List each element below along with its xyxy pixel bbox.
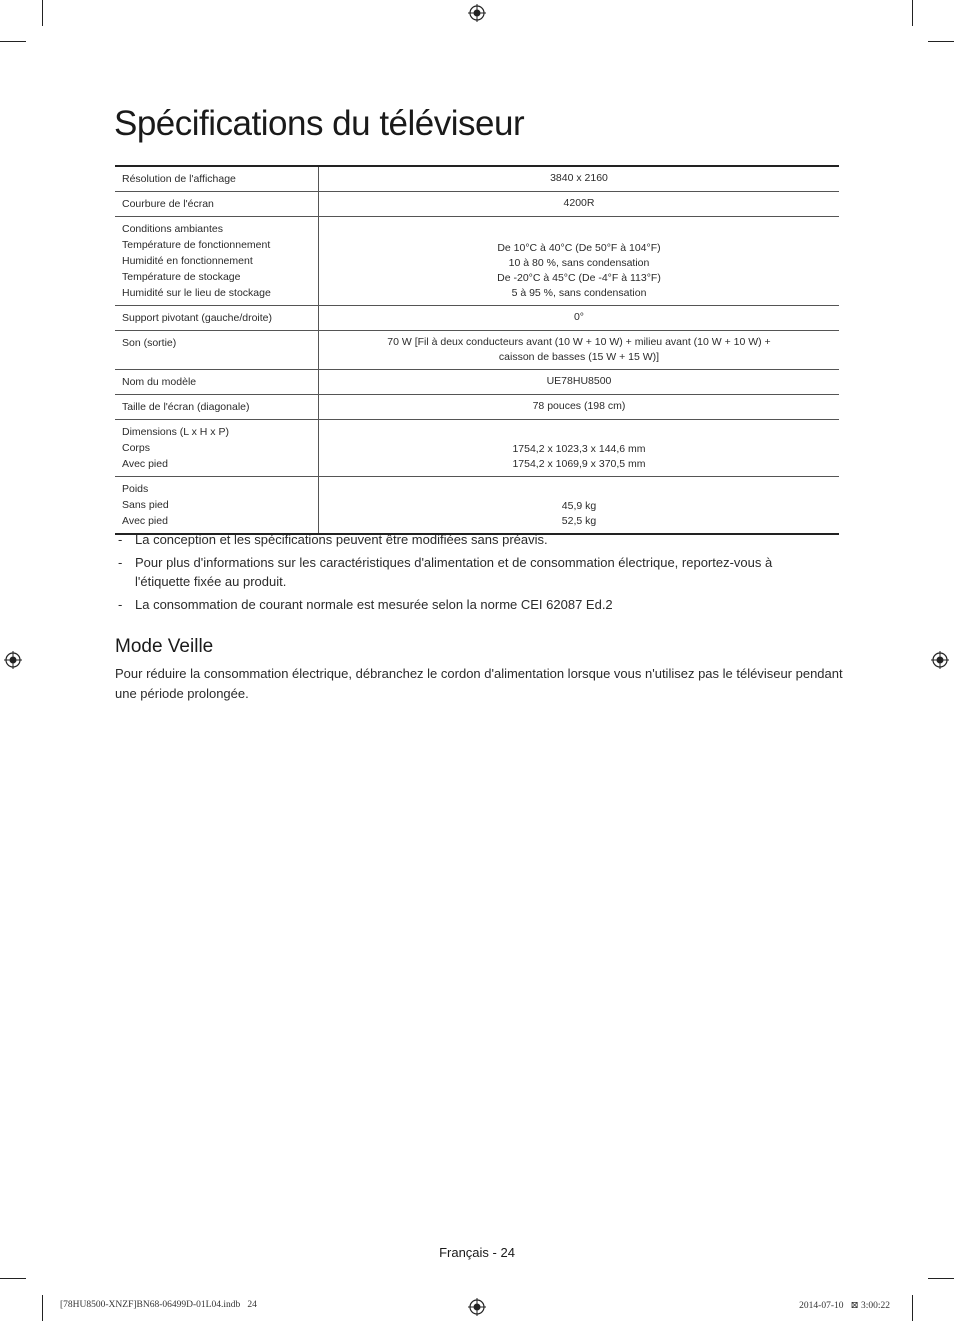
spec-value-cell: [319, 166, 840, 192]
table-row: [115, 306, 839, 331]
crop-mark: [928, 41, 954, 42]
spec-value-cell: [319, 477, 840, 535]
spec-label: Nom du modèle: [122, 376, 197, 388]
list-item: [115, 595, 815, 614]
table-row: [115, 420, 839, 477]
spec-label: Son (sortie): [122, 337, 177, 349]
spec-value-cell: [319, 395, 840, 420]
page-title: Spécifications du téléviseur: [114, 104, 525, 143]
spec-value: 0°: [573, 311, 585, 323]
spec-label: Humidité en fonctionnement: [122, 255, 253, 267]
spec-label-cell: [115, 370, 319, 395]
spec-label: Conditions ambiantes: [122, 223, 223, 235]
spec-label-cell: [115, 420, 319, 477]
note-text: La conception et les spécifications peuvent être modifiées sans préavis.: [135, 532, 548, 547]
bullet-dash: -: [118, 597, 123, 612]
crop-mark: [912, 0, 913, 26]
table-row: [115, 477, 839, 535]
registration-mark-icon: [468, 1298, 486, 1316]
spec-value-cell: [319, 306, 840, 331]
spec-label: Température de fonctionnement: [122, 239, 271, 251]
section-title-mode-veille: Mode Veille: [115, 636, 214, 657]
crop-mark: [0, 41, 26, 42]
spec-value: 5 à 95 %, sans condensation: [511, 287, 647, 299]
file-slug: [78HU8500-XNZF]BN68-06499D-01L04.indb 24: [60, 1300, 257, 1310]
spec-label: Dimensions (L x H x P): [122, 426, 229, 438]
spec-label: Support pivotant (gauche/droite): [122, 312, 273, 324]
spec-label: Taille de l'écran (diagonale): [122, 401, 250, 413]
registration-mark-icon: [4, 651, 22, 669]
table-row: [115, 370, 839, 395]
print-stamp: 2014-07-10 ⊠ 3:00:22: [799, 1301, 890, 1311]
bullet-dash: -: [118, 532, 123, 547]
registration-mark-icon: [468, 4, 486, 22]
spec-value-cell: [319, 217, 840, 306]
spec-label-cell: [115, 192, 319, 217]
spec-value: caisson de basses (15 W + 15 W)]: [498, 351, 660, 363]
spec-value-cell: [319, 420, 840, 477]
spec-value-cell: [319, 370, 840, 395]
spec-value: 45,9 kg: [561, 500, 597, 512]
table-row: [115, 217, 839, 306]
spec-value-cell: [319, 331, 840, 370]
spec-value: 3840 x 2160: [550, 172, 608, 184]
note-text: La consommation de courant normale est mesurée selon la norme CEI 62087 Ed.2: [135, 597, 613, 612]
table-row: [115, 166, 839, 192]
spec-value: UE78HU8500: [546, 375, 612, 387]
crop-mark: [928, 1278, 954, 1279]
spec-label: Humidité sur le lieu de stockage: [122, 287, 271, 299]
crop-mark: [0, 1278, 26, 1279]
page-number: Français - 24: [439, 1245, 515, 1260]
registration-mark-icon: [931, 651, 949, 669]
spec-label: Corps: [122, 442, 151, 454]
list-item: [115, 530, 815, 549]
notes-list: [115, 530, 815, 618]
section-body-mode-veille: Pour réduire la consommation électrique, débranchez le cordon d'alimentation lorsque vous n'utilisez pas le téléviseur pendant une période prolongée.: [115, 666, 843, 701]
spec-value: 4200R: [563, 197, 595, 209]
spec-value: 70 W [Fil à deux conducteurs avant (10 W + 10 W) + milieu avant (10 W + 10 W) +: [387, 336, 771, 348]
spec-label-cell: [115, 166, 319, 192]
spec-label-cell: [115, 217, 319, 306]
table-row: [115, 192, 839, 217]
spec-value: De 10°C à 40°C (De 50°F à 104°F): [497, 242, 661, 254]
spec-label-cell: [115, 306, 319, 331]
spec-value: 10 à 80 %, sans condensation: [508, 257, 650, 269]
spec-value: 52,5 kg: [561, 515, 597, 527]
specifications-table: [115, 165, 839, 535]
spec-label-cell: [115, 331, 319, 370]
spec-label: Poids: [122, 483, 149, 495]
spec-value: 1754,2 x 1069,9 x 370,5 mm: [512, 458, 646, 470]
crop-mark: [42, 0, 43, 26]
crop-mark: [912, 1295, 913, 1321]
table-row: [115, 395, 839, 420]
spec-value-cell: [319, 192, 840, 217]
spec-value: 78 pouces (198 cm): [532, 400, 626, 412]
table-row: [115, 331, 839, 370]
list-item: [115, 553, 815, 591]
spec-label-cell: [115, 477, 319, 535]
bullet-dash: -: [118, 555, 123, 570]
spec-label: Sans pied: [122, 499, 169, 511]
spec-label: Avec pied: [122, 515, 168, 527]
spec-value: De -20°C à 45°C (De -4°F à 113°F): [497, 272, 661, 284]
spec-label-cell: [115, 395, 319, 420]
spec-label: Résolution de l'affichage: [122, 173, 236, 185]
spec-value: 1754,2 x 1023,3 x 144,6 mm: [512, 443, 646, 455]
note-text: Pour plus d'informations sur les caractéristiques d'alimentation et de consommation électrique, reportez-vous à l'étiquette fixée au produit.: [135, 555, 773, 589]
spec-label: Température de stockage: [122, 271, 241, 283]
spec-label: Courbure de l'écran: [122, 198, 214, 210]
spec-label: Avec pied: [122, 458, 168, 470]
crop-mark: [42, 1295, 43, 1321]
